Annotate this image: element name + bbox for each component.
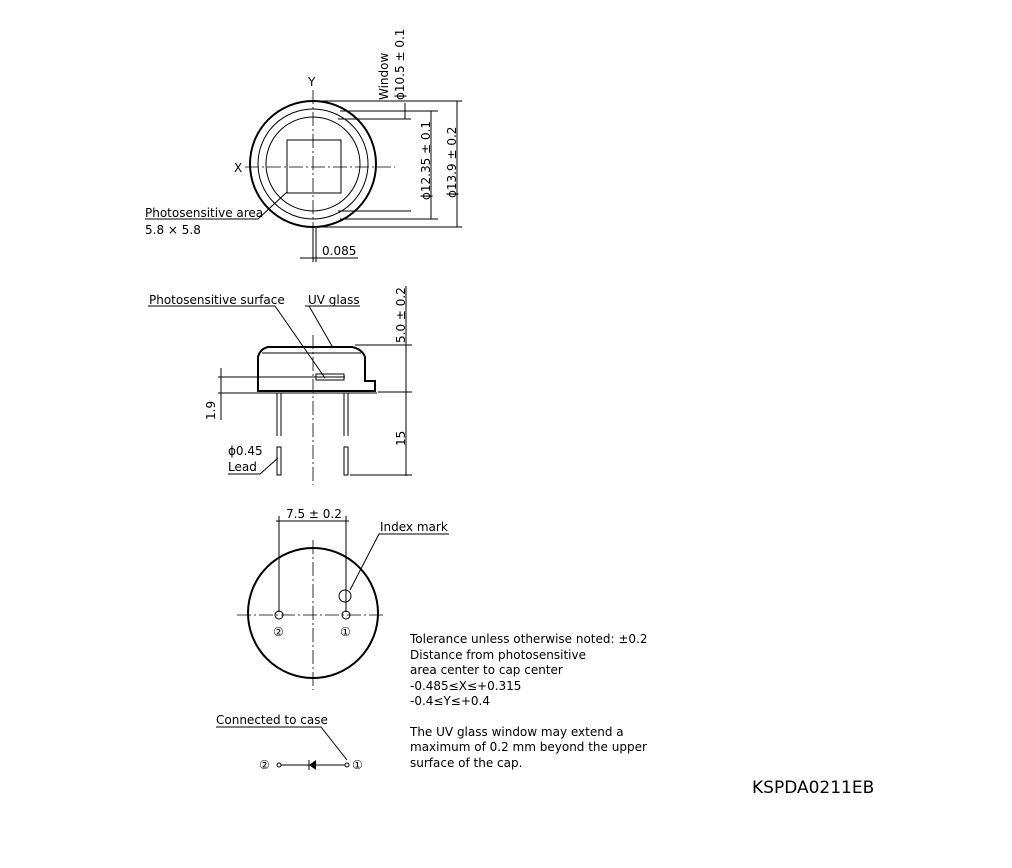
side-view: [148, 286, 412, 485]
notes-block: [410, 632, 648, 771]
schematic-pin-1: ①: [352, 758, 363, 772]
note-spacer: [410, 710, 648, 725]
diode-symbol: [309, 760, 316, 770]
photosensitive-area-label: Photosensitive area: [145, 206, 264, 220]
photosensitive-area-square: [287, 140, 341, 193]
index-leader: [350, 534, 449, 590]
pin-2-label: ②: [273, 625, 284, 639]
axis-x-label: X: [234, 161, 243, 175]
schematic-node-right: [345, 763, 349, 767]
schematic: [216, 713, 363, 772]
photosensitive-area-size: 5.8 × 5.8: [145, 223, 201, 237]
surface-leader: [148, 306, 325, 378]
height-dimension: 5.0 ± 0.2: [394, 287, 408, 343]
connected-to-case-label: Connected to case: [216, 713, 328, 727]
uv-glass-label: UV glass: [308, 293, 360, 307]
top-view: [145, 29, 462, 262]
lead-right-bottom: [344, 447, 348, 475]
schematic-pin-2: ②: [259, 758, 270, 772]
surface-depth-dimension: 1.9: [204, 400, 218, 420]
index-mark-label: Index mark: [380, 520, 448, 534]
outer-diameter-dimension: ϕ13.9 ± 0.2: [445, 126, 459, 198]
drawing-code: KSPDA0211EB: [752, 778, 875, 798]
window-dimension: ϕ10.5 ± 0.1: [393, 28, 407, 100]
note-glass-1: The UV glass window may extend a: [410, 724, 624, 739]
glass-leader-diag: [309, 306, 332, 346]
note-tolerance: Tolerance unless otherwise noted: ±0.2: [410, 632, 648, 646]
note-distance-2: area center to cap center: [410, 663, 563, 677]
offset-dimension: 0.085: [322, 244, 357, 258]
lead-length-dimension: 15: [394, 430, 408, 446]
photosensitive-surface-label: Photosensitive surface: [149, 293, 285, 307]
index-mark: [339, 590, 351, 602]
window-label: Window: [377, 52, 391, 100]
note-glass-3: surface of the cap.: [410, 755, 523, 770]
axis-y-label: Y: [308, 75, 316, 89]
lead-diameter: ϕ0.45: [228, 444, 263, 458]
lead-left-bottom: [277, 447, 281, 475]
cap-body-outline: [258, 347, 375, 391]
note-distance-1: Distance from photosensitive: [410, 647, 586, 662]
inner-diameter-dimension: ϕ12.35 ± 0.1: [419, 120, 433, 200]
note-y-range: -0.4≤Y≤+0.4: [410, 694, 490, 708]
pin-1-label: ①: [340, 625, 351, 639]
note-x-range: -0.485≤X≤+0.315: [410, 678, 522, 693]
lead-label: Lead: [228, 460, 257, 474]
note-glass-2: maximum of 0.2 mm beyond the upper: [410, 740, 647, 754]
case-leader: [216, 727, 347, 760]
schematic-node-left: [277, 763, 281, 767]
pitch-dimension: 7.5 ± 0.2: [286, 507, 342, 521]
